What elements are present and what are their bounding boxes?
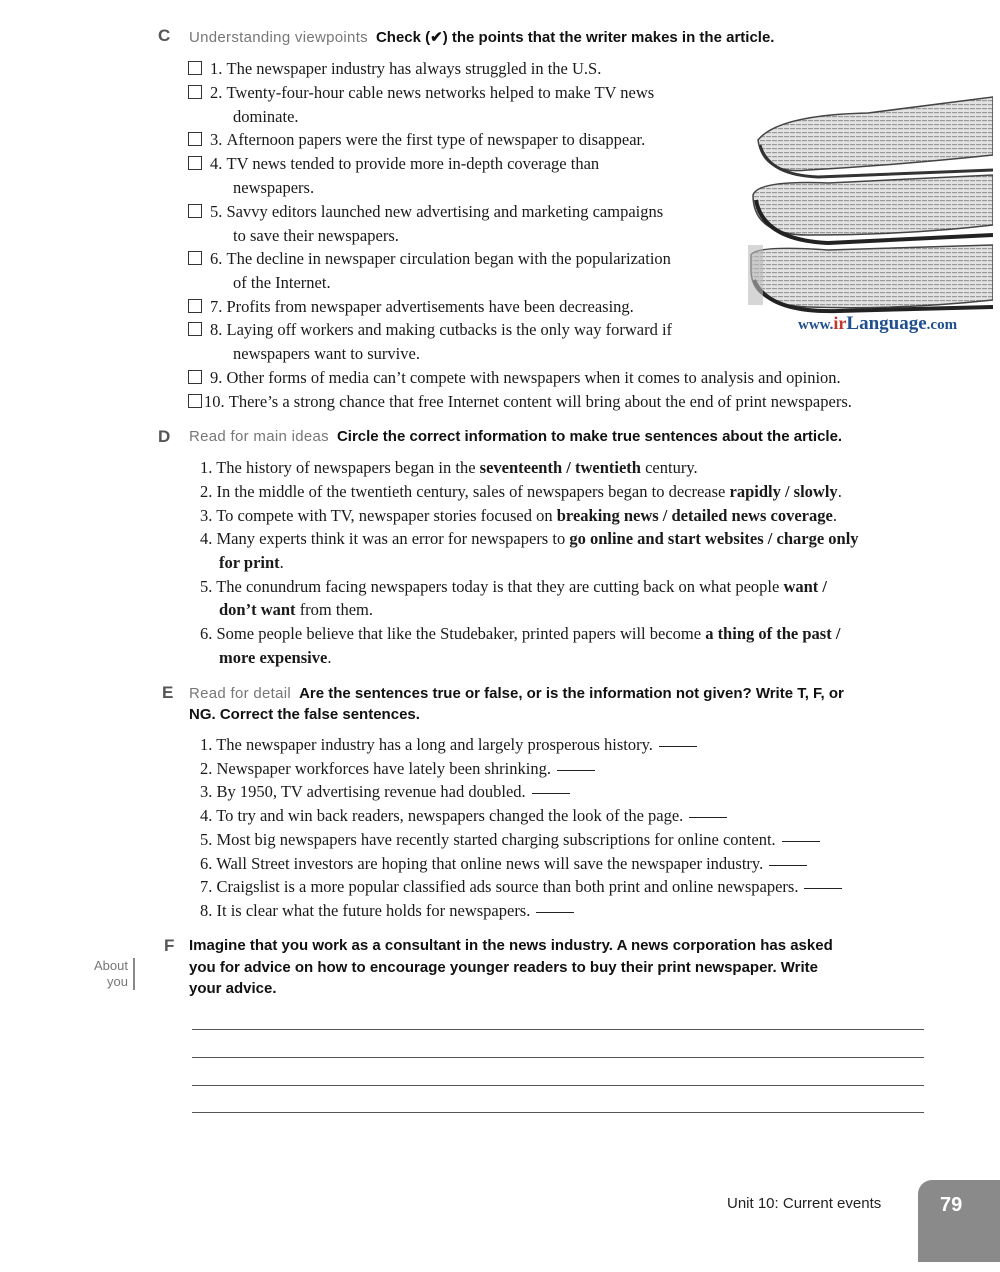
checkbox[interactable] <box>188 370 202 384</box>
e-item-8: 8. It is clear what the future holds for newspapers. <box>200 899 574 923</box>
check-item-9: 9. Other forms of media can’t compete with newspapers when it comes to analysis and opinion. <box>188 366 841 390</box>
section-f-instruction-1: Imagine that you work as a consultant in the news industry. A news corporation has asked <box>189 937 833 954</box>
e-item-5: 5. Most big newspapers have recently started charging subscriptions for online content. <box>200 828 820 852</box>
check-item-2: 2. Twenty-four-hour cable news networks helped to make TV news <box>188 81 654 105</box>
watermark: www.irLanguage.com <box>798 313 958 334</box>
section-e-heading <box>189 685 844 703</box>
section-e-letter: E <box>162 683 174 702</box>
check-item-8-cont: newspapers want to survive. <box>233 344 420 363</box>
checkbox[interactable] <box>188 204 202 218</box>
e-item-6: 6. Wall Street investors are hoping that online news will save the newspaper industry. <box>200 852 807 876</box>
section-f-letter: F <box>164 936 175 955</box>
checkbox[interactable] <box>188 132 202 146</box>
page-number-tab <box>918 1180 1000 1262</box>
d-item-4-cont: for print. <box>219 553 284 572</box>
check-item-6: 6. The decline in newspaper circulation began with the popularization <box>188 247 671 271</box>
answer-blank[interactable] <box>659 746 697 747</box>
checkbox[interactable] <box>188 251 202 265</box>
check-item-10: 10. There’s a strong chance that free Internet content will bring about the end of print newspapers. <box>188 390 852 414</box>
check-item-6-cont: of the Internet. <box>233 273 331 292</box>
section-c-label: Understanding viewpoints <box>189 29 368 46</box>
e-item-3: 3. By 1950, TV advertising revenue had doubled. <box>200 780 570 804</box>
section-d-heading <box>189 428 842 446</box>
answer-blank[interactable] <box>557 770 595 771</box>
e-item-7: 7. Craigslist is a more popular classified ads source than both print and online newspapers. <box>200 875 842 899</box>
answer-blank[interactable] <box>532 793 570 794</box>
writing-line[interactable] <box>192 1057 924 1058</box>
checkbox[interactable] <box>188 156 202 170</box>
checkbox[interactable] <box>188 322 202 336</box>
writing-line[interactable] <box>192 1112 924 1113</box>
section-e-instruction-1: Are the sentences true or false, or is the information not given? Write T, F, or <box>299 685 844 702</box>
check-item-7: 7. Profits from newspaper advertisements have been decreasing. <box>188 295 634 319</box>
d-item-5-cont: don’t want from them. <box>219 600 374 619</box>
section-e-instruction-2: NG. Correct the false sentences. <box>189 706 420 723</box>
d-item-3: 3. To compete with TV, newspaper stories focused on breaking news / detailed news coverage. <box>200 506 837 525</box>
checkbox[interactable] <box>188 299 202 313</box>
e-item-4: 4. To try and win back readers, newspapers changed the look of the page. <box>200 804 727 828</box>
section-e-label: Read for detail <box>189 685 292 702</box>
section-f-instruction-2: you for advice on how to encourage younger readers to buy their print newspaper. Write <box>189 959 819 976</box>
section-d-label: Read for main ideas <box>189 428 329 445</box>
answer-blank[interactable] <box>689 817 727 818</box>
writing-line[interactable] <box>192 1029 924 1030</box>
section-c-letter: C <box>158 26 171 45</box>
answer-blank[interactable] <box>804 888 842 889</box>
writing-line[interactable] <box>192 1085 924 1086</box>
checkbox[interactable] <box>188 85 202 99</box>
check-item-5-cont: to save their newspapers. <box>233 226 399 245</box>
checkbox[interactable] <box>188 61 202 75</box>
newspaper-stack-icon <box>748 95 993 320</box>
d-item-4: 4. Many experts think it was an error for newspapers to go online and start websites / charge only <box>200 529 859 548</box>
page-number: 79 <box>940 1194 963 1216</box>
check-item-5: 5. Savvy editors launched new advertising and marketing campaigns <box>188 200 663 224</box>
e-item-1: 1. The newspaper industry has a long and largely prosperous history. <box>200 733 697 757</box>
newspaper-stack-image <box>748 95 993 334</box>
d-item-2: 2. In the middle of the twentieth century, sales of newspapers began to decrease rapidly / slowly. <box>200 482 842 501</box>
d-item-6-cont: more expensive. <box>219 648 332 667</box>
checkbox[interactable] <box>188 394 202 408</box>
check-item-1: 1. The newspaper industry has always struggled in the U.S. <box>188 57 601 81</box>
about-you-tag: About you <box>80 958 135 990</box>
section-c-instruction: Check (✔) the points that the writer makes in the article. <box>375 29 775 46</box>
d-item-1: 1. The history of newspapers began in the seventeenth / twentieth century. <box>200 458 698 477</box>
check-item-4: 4. TV news tended to provide more in-depth coverage than <box>188 152 599 176</box>
check-item-3: 3. Afternoon papers were the first type of newspaper to disappear. <box>188 128 645 152</box>
answer-blank[interactable] <box>782 841 820 842</box>
d-item-5: 5. The conundrum facing newspapers today is that they are cutting back on what people want / <box>200 577 827 596</box>
answer-blank[interactable] <box>536 912 574 913</box>
check-item-4-cont: newspapers. <box>233 178 315 197</box>
answer-blank[interactable] <box>769 865 807 866</box>
section-f-instruction-3: your advice. <box>189 980 277 997</box>
d-item-6: 6. Some people believe that like the Studebaker, printed papers will become a thing of the past / <box>200 624 841 643</box>
check-item-8: 8. Laying off workers and making cutbacks is the only way forward if <box>188 318 672 342</box>
section-c-heading <box>189 28 774 47</box>
e-item-2: 2. Newspaper workforces have lately been shrinking. <box>200 757 595 781</box>
check-item-2-cont: dominate. <box>233 107 299 126</box>
section-d-letter: D <box>158 427 171 446</box>
unit-title: Unit 10: Current events <box>727 1195 882 1212</box>
section-d-instruction: Circle the correct information to make true sentences about the article. <box>336 428 843 445</box>
